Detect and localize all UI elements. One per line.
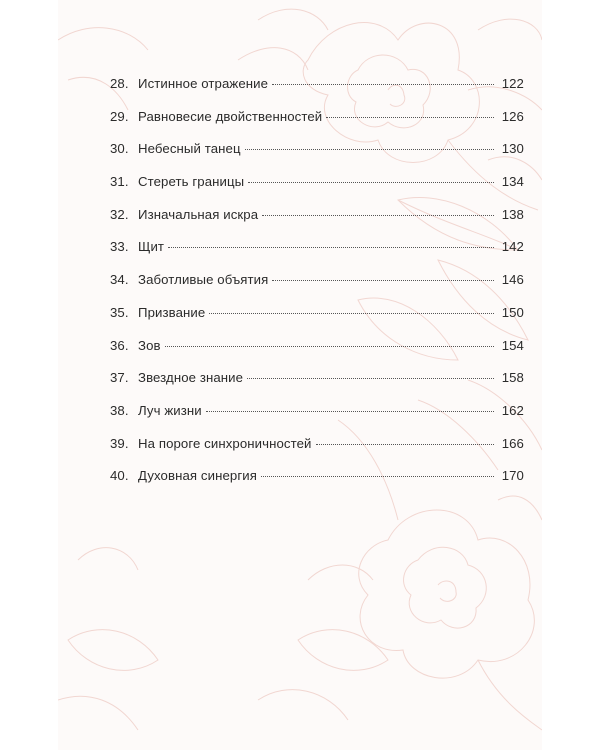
toc-entry-title: Небесный танец — [138, 141, 241, 157]
toc-entry[interactable] — [110, 403, 524, 436]
toc-entry-number: 38. — [110, 402, 129, 418]
toc-entry-page: 158 — [501, 370, 524, 386]
toc-dot-leader — [168, 247, 494, 248]
toc-entry[interactable] — [110, 338, 524, 371]
toc-entry-page: 126 — [501, 108, 524, 124]
toc-entry-number: 33. — [110, 239, 129, 255]
table-of-contents — [110, 76, 524, 501]
toc-entry[interactable] — [110, 468, 524, 501]
toc-dot-leader — [316, 444, 494, 445]
toc-entry-number: 32. — [110, 206, 129, 222]
toc-entry-number: 40. — [110, 468, 129, 484]
toc-entry-title: Луч жизни — [138, 402, 202, 418]
toc-entry-number: 35. — [110, 304, 129, 320]
toc-entry-number: 37. — [110, 370, 129, 386]
toc-entry[interactable] — [110, 305, 524, 338]
toc-dot-leader — [245, 149, 494, 150]
toc-entry-number: 29. — [110, 108, 129, 124]
toc-dot-leader — [165, 346, 494, 347]
toc-dot-leader — [209, 313, 494, 314]
toc-entry-page: 166 — [501, 435, 524, 451]
toc-entry-title: Звездное знание — [138, 370, 244, 386]
toc-entry-page: 162 — [501, 402, 524, 418]
toc-dot-leader — [262, 215, 494, 216]
toc-entry-page: 138 — [501, 206, 524, 222]
toc-entry-title: Зов — [138, 337, 161, 353]
toc-entry-page: 170 — [501, 468, 524, 484]
toc-dot-leader — [272, 84, 494, 85]
toc-entry-page: 134 — [501, 174, 524, 190]
toc-entry-page: 146 — [501, 272, 524, 288]
toc-entry-title: Изначальная искра — [138, 206, 259, 222]
toc-entry-page: 130 — [501, 141, 524, 157]
toc-entry-number: 28. — [110, 76, 129, 91]
toc-entry-title: Истинное отражение — [138, 76, 269, 91]
book-page — [58, 0, 542, 750]
toc-entry[interactable] — [110, 207, 524, 240]
toc-entry-title: Заботливые объятия — [138, 272, 269, 288]
toc-entry-title: Духовная синергия — [138, 468, 257, 484]
toc-entry-page: 142 — [501, 239, 524, 255]
toc-entry-number: 34. — [110, 272, 129, 288]
toc-entry[interactable] — [110, 370, 524, 403]
toc-entry[interactable] — [110, 174, 524, 207]
toc-dot-leader — [206, 411, 494, 412]
toc-entry-number: 36. — [110, 337, 129, 353]
toc-dot-leader — [247, 378, 494, 379]
toc-entry-page: 154 — [501, 337, 524, 353]
toc-entry-title: Призвание — [138, 304, 206, 320]
toc-entry-page: 150 — [501, 304, 524, 320]
toc-entry[interactable] — [110, 436, 524, 469]
toc-dot-leader — [261, 476, 494, 477]
toc-entry-title: Равновесие двойственностей — [138, 108, 323, 124]
toc-dot-leader — [248, 182, 494, 183]
toc-entry-number: 31. — [110, 174, 129, 190]
toc-entry-number: 30. — [110, 141, 129, 157]
toc-entry[interactable] — [110, 272, 524, 305]
toc-entry[interactable] — [110, 76, 524, 109]
toc-entry-number: 39. — [110, 435, 129, 451]
toc-entry-page: 122 — [501, 76, 524, 91]
toc-entry[interactable] — [110, 109, 524, 142]
toc-entry[interactable] — [110, 239, 524, 272]
toc-entry[interactable] — [110, 141, 524, 174]
toc-dot-leader — [272, 280, 494, 281]
toc-entry-title: Щит — [138, 239, 165, 255]
toc-dot-leader — [326, 117, 494, 118]
toc-entry-title: На пороге синхроничностей — [138, 435, 312, 451]
toc-entry-title: Стереть границы — [138, 174, 245, 190]
